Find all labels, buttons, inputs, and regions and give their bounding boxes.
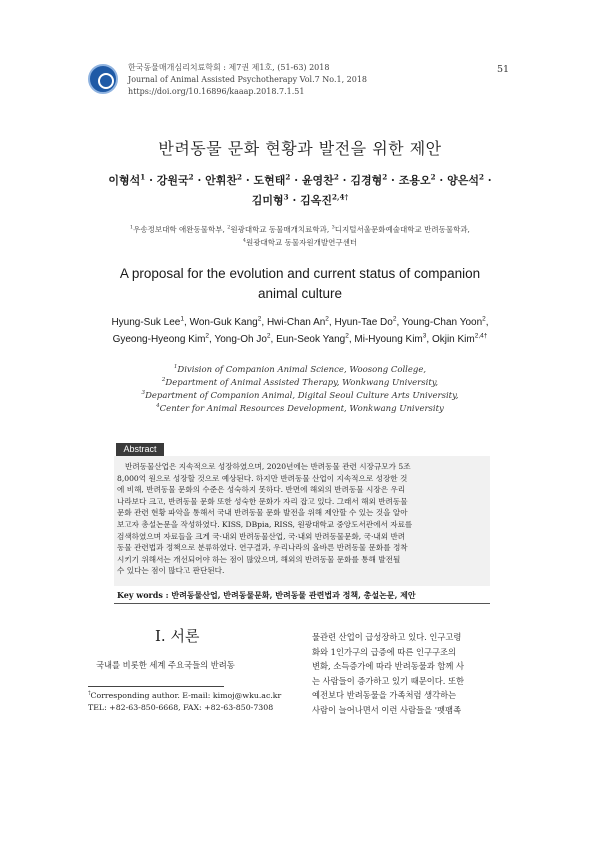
author-ko-name: 양은석	[447, 174, 479, 187]
affil-en-sup: 4	[156, 403, 160, 410]
abstract-line: 문화 관련 현황 파악을 통해서 국내 반려동물 문화 발전을 위해 제안할 수 있는 것을 알아	[117, 508, 408, 518]
author-en-comma: ,	[396, 317, 402, 328]
author-en-comma: ,	[261, 317, 267, 328]
author-ko-name: 김미형	[251, 194, 284, 207]
abstract-line: 에 비해, 반려동물 문화의 수준은 성숙하지 못하다. 반면에 해외의 반려동물 시장은 우리	[117, 485, 406, 495]
affil-ko-text: 디지털서울문화예술대학교 반려동물학과,	[334, 225, 470, 234]
affil-en-text: Division of Companion Animal Science, Woosong College,	[177, 365, 427, 375]
author-ko-name: 강원국	[156, 174, 189, 187]
author-en-name: Hyun-Tae Do	[334, 317, 393, 328]
author-ko-sup: 2	[430, 172, 436, 182]
author-en-sup: 2	[392, 315, 397, 323]
author-ko-sup: 2	[478, 172, 484, 182]
author-en-name: Young-Chan Yoon	[401, 317, 483, 328]
authors-en-line1	[40, 317, 560, 328]
author-ko-sup: 1	[140, 172, 146, 182]
author-ko-sup: 2	[188, 172, 194, 182]
journal-name-en: Journal of Animal Assisted Psychotherapy Vol.7 No.1, 2018	[128, 75, 368, 84]
author-ko-name: 조용오	[398, 174, 431, 187]
author-separator: ·	[391, 174, 395, 187]
author-ko-sup: 2	[333, 172, 339, 182]
author-ko-sup: 2,4†	[332, 192, 349, 202]
author-en-comma: ,	[426, 334, 432, 345]
affil-en-sup: 1	[173, 364, 178, 371]
author-separator: ·	[245, 174, 250, 187]
footnote-corresponding	[88, 690, 281, 702]
abstract-line: 동물 관련법과 정책으로 분류하였다. 연구결과, 우리나라의 올바른 반려동물 문화를 정착	[117, 543, 408, 553]
affil-ko-text: 원광대학교 동물매개치료학과,	[230, 225, 332, 234]
abstract-line: 시키기 위해서는 개선되어야 하는 점이 많았으며, 해외의 반려동물 문화를 통해 발전될	[117, 554, 401, 564]
right-column-line: 사람이 늘어나면서 이런 사람들을 '펫팸족	[312, 704, 462, 715]
affiliation-en-4	[40, 404, 560, 414]
affiliation-en-3	[40, 391, 560, 401]
author-ko-name: 도현태	[253, 174, 286, 187]
author-en-sup: 2	[266, 332, 271, 340]
affil-ko-sup: 4	[242, 237, 247, 244]
affil-en-text: Department of Companion Animal, Digital Seoul Culture Arts University,	[145, 391, 459, 401]
authors-ko-line2	[40, 192, 560, 208]
journal-name-ko: 한국동물매개심리치료학회 : 제7권 제1호, (51-63) 2018	[128, 63, 330, 72]
affiliations-ko-line2	[40, 237, 560, 248]
author-en-name: Won-Guk Kang	[189, 317, 258, 328]
paper-title-en	[40, 264, 560, 304]
affiliations-ko-line1	[40, 224, 560, 235]
author-ko-sup: 3	[283, 192, 289, 202]
abstract-line: 나라보다 크고, 반려동물 문화 또한 성숙한 문화가 자리 잡고 있다. 그래서 해외 반려동물	[117, 496, 408, 506]
affil-en-sup: 3	[141, 390, 146, 397]
author-separator: ·	[342, 174, 347, 187]
right-column-line: 예전보다 반려동물을 가족처럼 생각하는	[312, 690, 457, 700]
affiliation-en-1	[40, 365, 560, 375]
authors-ko-line1	[40, 172, 560, 188]
author-en-sup: 2	[482, 315, 486, 323]
author-separator: ·	[294, 174, 299, 187]
author-en-name: Mi-Hyoung Kim	[354, 334, 423, 345]
affil-ko-text: 원광대학교 동물자원개발연구센터	[246, 238, 358, 247]
author-separator: ·	[487, 174, 492, 187]
paper-title-en-line2: animal culture	[257, 286, 343, 301]
footnote-divider	[88, 686, 224, 687]
author-en-sup: 2	[345, 332, 349, 340]
author-en-comma: ,	[485, 317, 489, 328]
right-column-line: 변화, 소득증가에 따라 반려동물과 함께 사	[312, 661, 465, 671]
author-en-name: Hwi-Chan An	[266, 317, 326, 328]
author-en-sup: 2	[325, 315, 329, 323]
affiliation-en-2	[40, 378, 560, 388]
author-en-comma: ,	[184, 317, 190, 328]
abstract-line: 반려동물산업은 지속적으로 성장하였으며, 2020년에는 반려동물 관련 시장규모가 5조	[125, 462, 411, 471]
left-column-text: 국내를 비롯한 세계 주요국들의 반려동	[96, 660, 235, 670]
author-ko-sup: 2	[285, 172, 291, 182]
footnote-email: Corresponding author. E-mail: kimoj@wku.ac.kr	[90, 691, 282, 700]
author-en-sup: 2,4†	[474, 332, 488, 340]
author-ko-name: 김옥진	[300, 194, 333, 207]
affil-ko-sup: 2	[227, 224, 231, 231]
page-number: 51	[497, 64, 510, 75]
footnote-phone: TEL: +82-63-850-6668, FAX: +82-63-850-7308	[88, 703, 274, 712]
paper-title-en-line1: A proposal for the evolution and current status of companion	[119, 266, 481, 281]
right-column-line: 물관련 산업이 급성장하고 있다. 인구고령	[312, 632, 462, 642]
author-en-sup: 2	[257, 315, 262, 323]
author-en-sup: 2	[205, 332, 210, 340]
affil-en-sup: 2	[161, 377, 166, 384]
author-en-name: Eun-Seok Yang	[276, 334, 346, 345]
abstract-line: 검색하였으며 자료들을 크게 국·내외 반려동물산업, 국·내외 반려동물문화, 국·내외 반려	[117, 531, 406, 541]
section-title-introduction: Ⅰ. 서론	[155, 627, 200, 645]
author-en-name: Yong-Oh Jo	[214, 334, 267, 345]
affil-ko-sup: 1	[130, 224, 134, 231]
keywords: Key words : 반려동물산업, 반려동물문화, 반려동물 관련법과 정책, 총설논문, 제안	[117, 590, 416, 600]
affil-en-text: Department of Animal Assisted Therapy, Wonkwang University,	[165, 378, 439, 388]
author-ko-name: 김경형	[350, 174, 383, 187]
author-ko-name: 안휘찬	[205, 174, 238, 187]
author-en-name: Hyung-Suk Lee	[111, 317, 181, 328]
paper-title-ko: 반려동물 문화 현황과 발전을 위한 제안	[158, 139, 442, 158]
doi-link[interactable]: https://doi.org/10.16896/kaaap.2018.7.1.51	[128, 87, 305, 96]
journal-logo-icon	[88, 64, 118, 94]
right-column-line: 는 사람들이 증가하고 있기 때문이다. 또한	[312, 675, 465, 686]
author-separator: ·	[197, 174, 202, 187]
author-en-sup: 1	[180, 315, 184, 323]
keywords-divider	[114, 603, 490, 604]
author-ko-name: 이형석	[108, 174, 141, 187]
abstract-label: Abstract	[116, 443, 164, 456]
author-en-comma: ,	[209, 334, 215, 345]
abstract-line: 8,000억 원으로 성장할 것으로 예상된다. 하지만 반려동물 산업이 지속적으로 성장한 것	[117, 473, 408, 483]
dagger-mark: †	[88, 690, 91, 697]
abstract-line: 수 있다는 점이 많다고 판단된다.	[117, 566, 225, 576]
author-ko-sup: 2	[237, 172, 242, 182]
author-ko-sup: 2	[382, 172, 388, 182]
author-separator: ·	[439, 174, 444, 187]
author-en-comma: ,	[348, 334, 355, 345]
author-en-comma: ,	[328, 317, 335, 328]
author-en-name: Okjin Kim	[431, 334, 475, 345]
abstract-line: 보고자 총설논문을 작성하였다. KISS, DBpia, RISS, 원광대학교 중앙도서관에서 자료를	[117, 520, 413, 529]
affil-ko-text: 우송정보대학 애완동물학부,	[133, 225, 228, 234]
author-separator: ·	[149, 174, 153, 187]
affil-ko-sup: 3	[331, 224, 335, 231]
author-separator: ·	[292, 194, 297, 207]
affil-en-text: Center for Animal Resources Development, Wonkwang University	[159, 404, 444, 414]
author-en-name: Gyeong-Hyeong Kim	[112, 334, 206, 345]
right-column-line: 화와 1인가구의 급증에 따른 인구구조의	[312, 646, 457, 657]
author-en-comma: ,	[270, 334, 277, 345]
author-en-sup: 3	[422, 332, 427, 340]
authors-en-line2	[40, 334, 560, 345]
author-ko-name: 윤영찬	[301, 174, 334, 187]
